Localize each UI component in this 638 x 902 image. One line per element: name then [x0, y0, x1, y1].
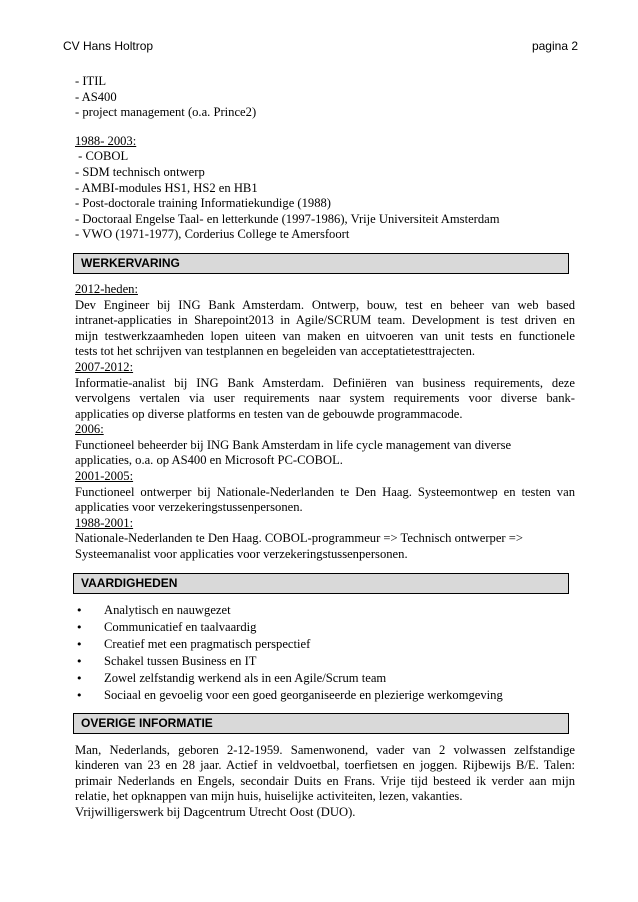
list-item: - project management (o.a. Prince2): [75, 105, 257, 120]
text-line: Informatie-analist bij ING Bank Amsterdam. Definiëren van business requirements, deze: [75, 375, 575, 390]
skill-text: Analytisch en nauwgezet: [104, 602, 231, 617]
section-heading-overige-informatie: OVERIGE INFORMATIE: [73, 713, 569, 734]
list-item: [75, 619, 575, 636]
work-entry: [75, 469, 575, 516]
list-item: - COBOL: [75, 149, 129, 164]
work-period: 2006:: [75, 422, 104, 437]
list-item: - ITIL: [75, 74, 107, 88]
skill-text: Zowel zelfstandig werkend als in een Agile/Scrum team: [104, 670, 387, 685]
top-list: [75, 74, 575, 121]
text-line: Functioneel beheerder bij ING Bank Amsterdam in life cycle management van diverse: [75, 437, 512, 452]
text-line: applicaties, o.a. op AS400 en Microsoft PC-COBOL.: [75, 453, 343, 468]
work-period: 2012-heden:: [75, 281, 138, 296]
work-entry: [75, 282, 575, 360]
skills-list: [75, 602, 575, 704]
text-line: Nationale-Nederlanden te Den Haag. COBOL-programmeur => Technisch ontwerper =>: [75, 531, 523, 546]
text-line: mijn testwerkzaamheden lopen uiteen van maken en uitvoeren van unit tests en functionele: [75, 328, 575, 343]
text-line: vervolgens vertalen via user requirements naar system requirements voor diverse bank-: [75, 391, 575, 406]
text-line: applicaties op diverse platforms en testen van de gebouwde programmacode.: [75, 406, 463, 421]
list-item: [75, 670, 575, 687]
work-period: 2007-2012:: [75, 359, 134, 374]
text-line: applicaties voor verzekeringstussenpersonen.: [75, 500, 303, 515]
page-number: pagina 2: [531, 39, 578, 53]
bullet-icon: •: [76, 688, 83, 702]
page-header: [63, 39, 578, 55]
work-period: 2001-2005:: [75, 469, 134, 484]
list-item: - AS400: [75, 89, 117, 104]
other-info-section: [75, 743, 575, 821]
text-line: kinderen van 23 en 28 jaar. Actief in veldvoetbal, toerfietsen en joggen. Rijbewijs B/E. Talen:: [75, 758, 575, 773]
list-item: - AMBI-modules HS1, HS2 en HB1: [75, 180, 258, 195]
work-period: 1988-2001:: [75, 515, 134, 530]
list-item: - Post-doctorale training Informatiekundige (1988): [75, 196, 332, 211]
skill-text: Sociaal en gevoelig voor een goed georganiseerde en plezierige werkomgeving: [104, 687, 503, 702]
education-period: 1988- 2003:: [75, 133, 137, 148]
work-experience-section: [75, 282, 575, 563]
text-line: Man, Nederlands, geboren 2-12-1959. Samenwonend, vader van 2 volwassen zelfstandige: [75, 742, 575, 757]
list-item: - VWO (1971-1977), Corderius College te Amersfoort: [75, 227, 350, 242]
list-item: [75, 687, 575, 704]
work-entry: [75, 360, 575, 422]
skill-text: Creatief met een pragmatisch perspectief: [104, 636, 311, 651]
skill-text: Schakel tussen Business en IT: [104, 653, 257, 668]
list-item: [75, 653, 575, 670]
bullet-icon: •: [76, 654, 83, 668]
header-title: CV Hans Holtrop: [63, 39, 154, 53]
document-body: [75, 74, 575, 821]
bullet-icon: •: [76, 620, 83, 634]
bullet-icon: •: [76, 671, 83, 685]
text-line: Dev Engineer bij ING Bank Amsterdam. Ontwerp, bouw, test en beheer van web based: [75, 297, 575, 312]
list-item: - SDM technisch ontwerp: [75, 164, 205, 179]
text-line: primair Nederlands en Engels, secondair Duits en Frans. Vrije tijd besteed ik verder aan mijn: [75, 773, 575, 788]
skill-text: Communicatief en taalvaardig: [104, 619, 257, 634]
section-heading-werkervaring: WERKERVARING: [73, 253, 569, 274]
bullet-icon: •: [76, 637, 83, 651]
section-heading-vaardigheden: VAARDIGHEDEN: [73, 573, 569, 594]
list-item: [75, 602, 575, 619]
bullet-icon: •: [76, 603, 83, 617]
list-item: - Doctoraal Engelse Taal- en letterkunde (1997-1986), Vrije Universiteit Amsterdam: [75, 211, 500, 226]
text-line: Vrijwilligerswerk bij Dagcentrum Utrecht Oost (DUO).: [75, 805, 356, 819]
text-line: relatie, het opknappen van mijn huis, huiselijke activiteiten, lezen, vakanties.: [75, 789, 463, 804]
education-section: [75, 134, 575, 243]
work-entry: [75, 422, 575, 469]
text-line: Systeemanalist voor applicaties voor verzekeringstussenpersonen.: [75, 547, 408, 562]
text-line: intranet-applicaties in Sharepoint2013 in Agile/SCRUM team. Development is test driven en: [75, 313, 575, 328]
text-line: tests tot het schrijven van testplannen en begeleiden van acceptatietesttrajecten.: [75, 344, 476, 359]
list-item: [75, 636, 575, 653]
work-entry: [75, 516, 575, 563]
text-line: Functioneel ontwerper bij Nationale-Nederlanden te Den Haag. Systeemontwep en testen van: [75, 484, 575, 499]
